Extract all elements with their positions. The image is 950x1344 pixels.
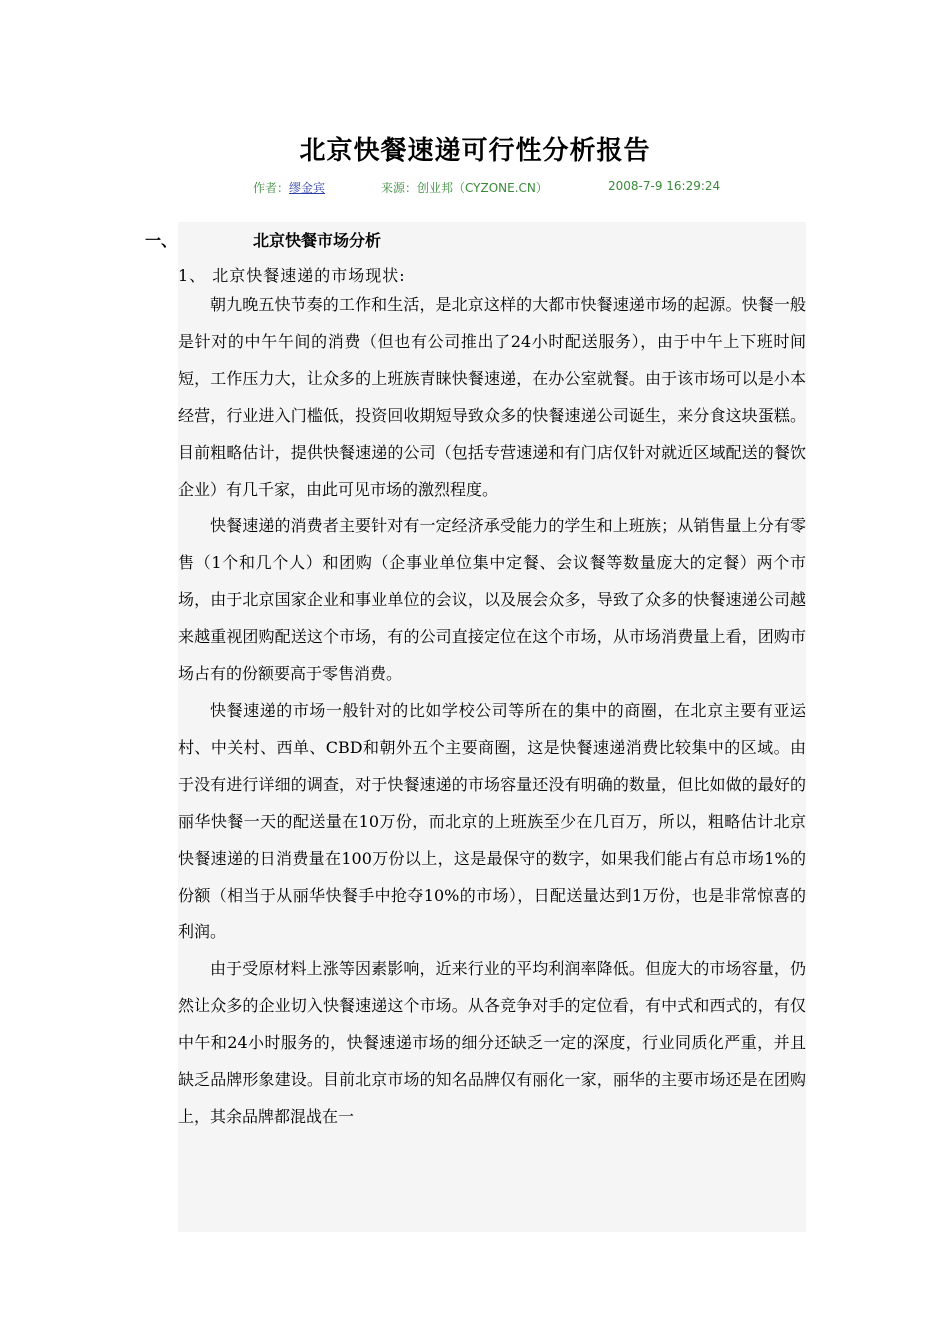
section-title: 北京快餐市场分析 [253,231,382,250]
subsection-heading: 1、 北京快餐速递的市场现状: [178,266,406,285]
author-label: 作者： [253,181,290,195]
paragraph: 由于受原材料上涨等因素影响，近来行业的平均利润率降低。但庞大的市场容量，仍然让众多的企业切入快餐速递这个市场。从各竞争对手的定位看，有中式和西式的，有仅中午和24小时服务的，快餐速递市场的细分还缺乏一定的深度，行业同质化严重，并且缺乏品牌形象建设。目前北京市场的知名品牌仅有丽化一家，丽华的主要市场还是在团购上，其余品牌都混战在一 [178,959,806,1126]
paragraph: 快餐速递的消费者主要针对有一定经济承受能力的学生和上班族；从销售量上分有零售（1个和几个人）和团购（企事业单位集中定餐、会议餐等数量庞大的定餐）两个市场，由于北京国家企业和事业单位的会议，以及展会众多，导致了众多的快餐速递公司越来越重视团购配送这个市场，有的公司直接定位在这个市场，从市场消费量上看，团购市场占有的份额要高于零售消费。 [178,516,806,684]
paragraph: 朝九晚五快节奏的工作和生活，是北京这样的大都市快餐速递市场的起源。快餐一般是针对的中午午间的消费（但也有公司推出了24小时配送服务），由于中午上下班时间短，工作压力大，让众多的上班族青睐快餐速递，在办公室就餐。由于该市场可以是小本经营，行业进入门槛低，投资回收期短导致众多的快餐速递公司诞生，来分食这块蛋糕。目前粗略估计，提供快餐速递的公司（包括专营速递和有门店仅针对就近区域配送的餐饮企业）有几千家，由此可见市场的激烈程度。 [178,295,806,499]
datetime-meta: 2008-7-9 16:29:24 [608,179,721,193]
section-number: 一、 [145,231,178,250]
paragraph: 快餐速递的市场一般针对的比如学校公司等所在的集中的商圈，在北京主要有亚运村、中关村、西单、CBD和朝外五个主要商圈，这是快餐速递消费比较集中的区域。由于没有进行详细的调查，对于快餐速递的市场容量还没有明确的数量，但比如做的最好的丽华快餐一天的配送量在10万份，而北京的上班族至少在几百万，所以，粗略估计北京快餐速递的日消费量在100万份以上，这是最保守的数字，如果我们能占有总市场1%的份额（相当于从丽华快餐手中抢夺10%的市场），日配送量达到1万份，也是非常惊喜的利润。 [178,700,806,942]
author-link[interactable]: 缪金宾 [289,181,326,195]
source-meta: 来源：创业邦（CYZONE.CN） [381,181,548,195]
author-meta [253,179,325,196]
page-title: 北京快餐速递可行性分析报告 [299,136,651,166]
article-body [178,287,806,1136]
